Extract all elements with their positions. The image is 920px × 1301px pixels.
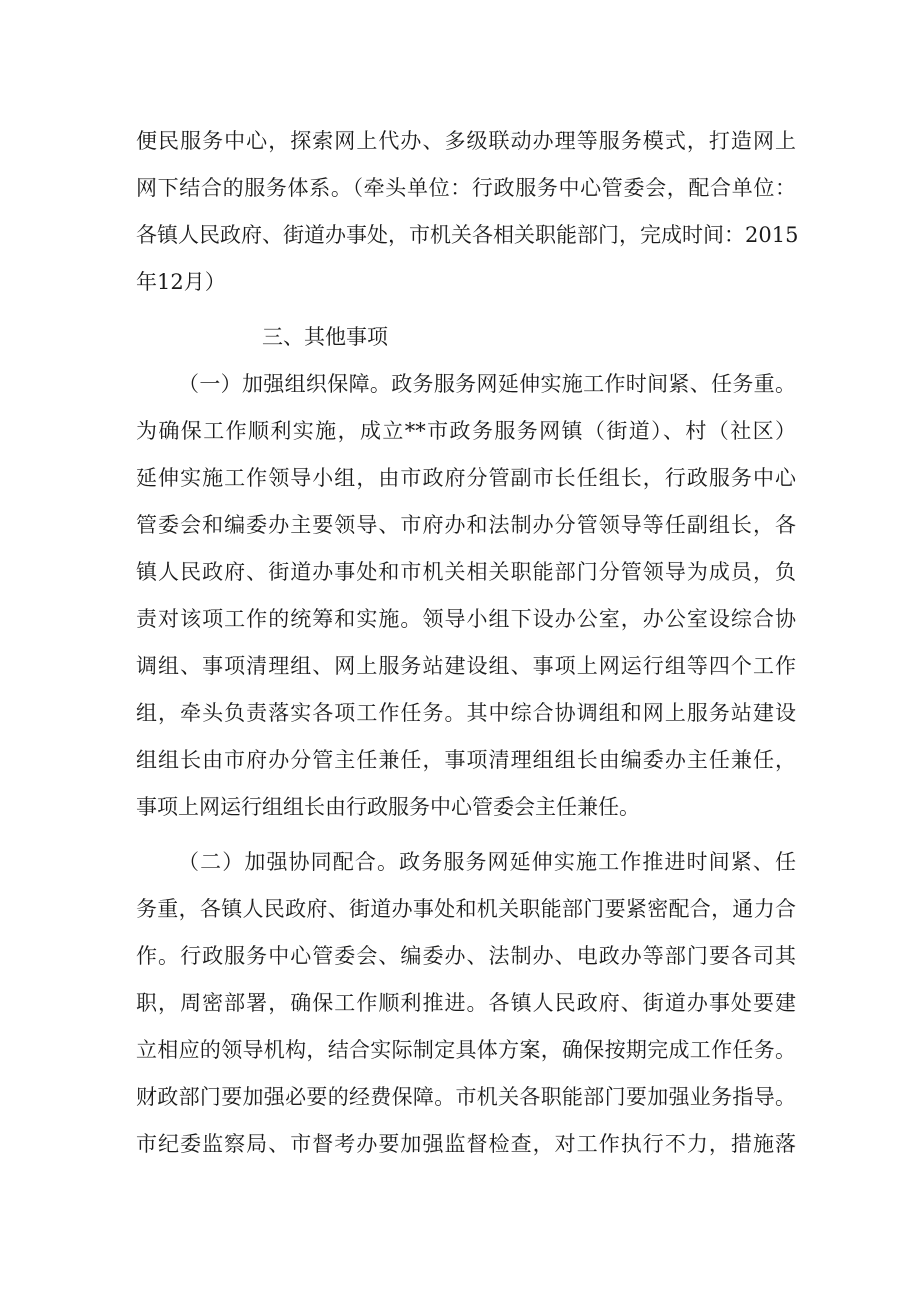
text-line: 镇人民政府、街道办事处和市机关相关职能部门分管领导为成员，负 [136, 560, 796, 584]
text-line: 作。行政服务中心管委会、编委办、法制办、电政办等部门要各司其 [136, 944, 796, 968]
spacer [136, 306, 796, 314]
text-line: 组，牵头负责落实各项工作任务。其中综合协调组和网上服务站建设 [136, 701, 796, 725]
text-line: 事项上网运行组组长由行政服务中心管委会主任兼任。 [136, 795, 640, 819]
text-line: 年12月） [136, 270, 226, 294]
paragraph-coordination [136, 839, 796, 1168]
text-line: 便民服务中心，探索网上代办、多级联动办理等服务模式，打造网上 [136, 129, 796, 153]
section-heading: 三、其他事项 [262, 325, 388, 349]
text-line: 立相应的领导机构，结合实际制定具体方案，确保按期完成工作任务。 [136, 1038, 796, 1062]
text-line: 为确保工作顺利实施，成立**市政务服务网镇（街道）、村（社区） [136, 419, 796, 443]
text-line: 市纪委监察局、市督考办要加强监督检查，对工作执行不力，措施落 [136, 1132, 796, 1156]
paragraph-service-system [136, 118, 799, 306]
spacer [136, 831, 796, 839]
text-line: 务重，各镇人民政府、街道办事处和机关职能部门要紧密配合，通力合 [136, 897, 796, 921]
document-body [136, 118, 799, 1168]
text-line: 责对该项工作的统筹和实施。领导小组下设办公室，办公室设综合协 [136, 607, 796, 631]
text-line: 财政部门要加强必要的经费保障。市机关各职能部门要加强业务指导。 [136, 1085, 796, 1109]
text-line: 组组长由市府办分管主任兼任，事项清理组组长由编委办主任兼任， [136, 748, 796, 772]
text-line: 调组、事项清理组、网上服务站建设组、事项上网运行组等四个工作 [136, 654, 796, 678]
text-line: （二）加强协同配合。政务服务网延伸实施工作推进时间紧、任 [178, 850, 796, 874]
text-line: 各镇人民政府、街道办事处，市机关各相关职能部门，完成时间：2015 [136, 223, 799, 247]
text-line: 网下结合的服务体系。（牵头单位：行政服务中心管委会，配合单位： [136, 176, 796, 200]
text-line: 管委会和编委办主要领导、市府办和法制办分管领导等任副组长，各 [136, 513, 796, 537]
text-line: （一）加强组织保障。政务服务网延伸实施工作时间紧、任务重。 [178, 372, 796, 396]
text-line: 延伸实施工作领导小组，由市政府分管副市长任组长，行政服务中心 [136, 466, 796, 490]
text-line: 职，周密部署，确保工作顺利推进。各镇人民政府、街道办事处要建 [136, 991, 796, 1015]
paragraph-organization-guarantee [136, 361, 796, 831]
